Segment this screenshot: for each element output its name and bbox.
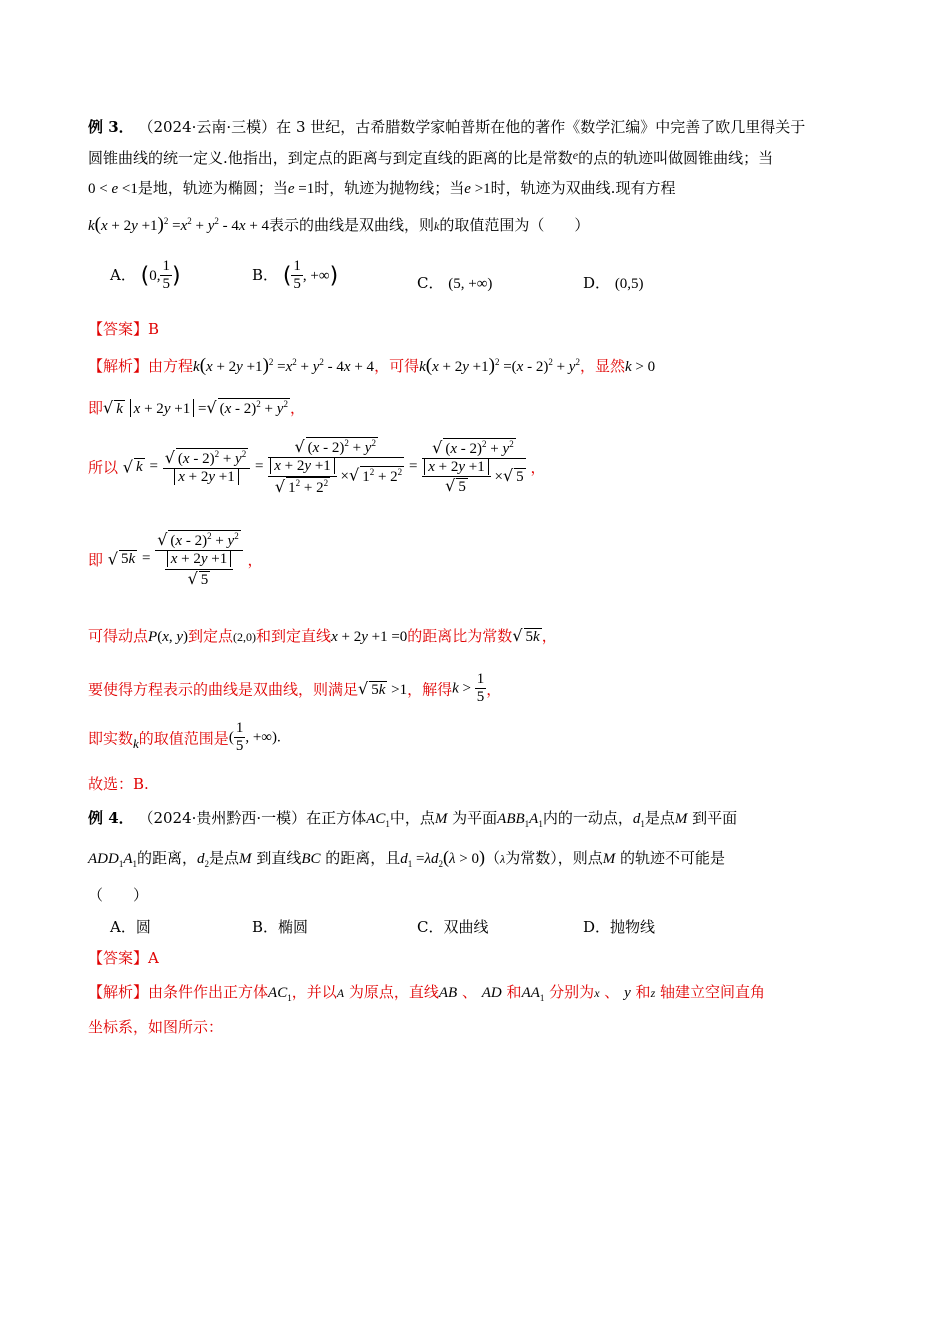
example3-text4b: 的取值范围为（ ） bbox=[439, 216, 590, 234]
solution4-line1: 【解析】由条件作出正方体$AC_1$，并以A 为原点，直线AB 、 AD 和$AA_1$ 分别为x 、 y 和z 轴建立空间直角 bbox=[88, 983, 766, 1003]
example3-text3c: 时，轨迹为双曲线.现有方程 bbox=[490, 179, 676, 197]
example3-text3a: 是地，轨迹为椭圆；当 bbox=[137, 179, 288, 197]
example4-option-d[interactable]: D．抛物线 bbox=[583, 918, 656, 936]
solution4-text1a: 由条件作出正方体 bbox=[148, 983, 269, 1001]
answer3 bbox=[88, 318, 159, 339]
example3-text4a: 表示的曲线是双曲线，则 bbox=[269, 216, 435, 234]
example4-text1e: 是点 bbox=[644, 809, 675, 827]
solution3-text6a: 要使得方程表示的曲线是双曲线，则满足 bbox=[88, 680, 359, 699]
example3-option-b[interactable]: B． ( $\frac{1}{5}$ , +∞) bbox=[252, 258, 339, 293]
example4-line2: $ADD_1A_1$的距离，$d_2$是点M 到直线BC 的距离，且$d_1 =\lambda d_2(\lambda > 0)(\lambda$为常数），则点M 的轨迹不可能是 bbox=[88, 847, 726, 869]
solution3-text5d: 的距离比为常数 bbox=[407, 627, 513, 645]
solution3-line4: 即 √ 5k = $\frac{√ (x - 2)^2 + y^2}{\frac{x + 2y +1}{√ 5}}$ ， bbox=[88, 530, 263, 588]
example3-line2: 圆锥曲线的统一定义.他指出，到定点的距离与到定直线的距离的比是常数$^e$的点的轨迹叫做圆锥曲线；当 bbox=[88, 148, 774, 167]
solution4-text1d: 、 bbox=[461, 983, 477, 1001]
solution4-line2: 坐标系，如图所示： bbox=[88, 1018, 224, 1036]
example4-text2a: 的距离， bbox=[137, 849, 198, 867]
solution4-label: 【解析】 bbox=[88, 983, 149, 1001]
example4-text1d: 内的一动点， bbox=[542, 809, 633, 827]
example4-label: 例 4． bbox=[88, 809, 134, 827]
example3-text2b: 的点的轨迹叫做圆锥曲线；当 bbox=[578, 149, 774, 167]
example4-source: （2024·贵州黔西·一模） bbox=[138, 809, 307, 827]
example3-line4: $k(x + 2y +1)^2 =x^2 + y^2 - 4x + 4$表示的曲线是双曲线，则k的取值范围为（ ） bbox=[88, 214, 590, 235]
answer4-value: A bbox=[148, 949, 159, 967]
solution3-line7: 即实数k的取值范围是( $\frac{1}{5}$ , +∞). bbox=[88, 720, 281, 755]
example4-option-c[interactable]: C．双曲线 bbox=[417, 918, 489, 936]
solution3-line5: 可得动点P(x, y)到定点(2,0)和到定直线x + 2y +1 =0的距离比为常数√ 5k ， bbox=[88, 626, 557, 645]
solution3-line3: 所以 √ k = $\frac{√ (x - 2)^2 + y^2}{x + 2y +1}$ = √ $(x - 2)^2 + y^2$ $\frac{x + 2y +1}{√ 1^2 + 2^2}$ ×√ $1^2 + 2^2$ = √ $(x - 2)^2 + y^2$ $\frac{x + 2y +1}{√ 5}$ ×√ 5 ， bbox=[88, 437, 546, 496]
example4-text2e: （ bbox=[484, 849, 500, 867]
example3-line3: 0 < e <1是地，轨迹为椭圆；当e =1时，轨迹为抛物线；当e >1时，轨迹为双曲线.现有方程 bbox=[88, 179, 676, 197]
example4-text2f: 为常数），则点 bbox=[505, 849, 603, 867]
solution4-text1f: 分别为 bbox=[549, 983, 595, 1001]
solution3-text6b: ，解得 bbox=[407, 680, 453, 699]
option-b-label: B． bbox=[252, 265, 279, 284]
example3-option-c[interactable]: C． (5, +∞) bbox=[417, 274, 493, 292]
solution3-text7b: 的取值范围是 bbox=[138, 729, 229, 748]
solution3-text2: 即 bbox=[88, 399, 104, 417]
solution4-text1e: 和 bbox=[506, 983, 522, 1001]
solution3-line8: 故选：B. bbox=[88, 775, 149, 793]
solution3-text5b: 到定点 bbox=[188, 627, 234, 645]
solution3-text5c: 和到定直线 bbox=[256, 627, 332, 645]
solution3-text1a: 由方程 bbox=[148, 357, 194, 375]
solution3-text1c: ，显然 bbox=[579, 357, 625, 375]
solution3-line6: 要使得方程表示的曲线是双曲线，则满足√ 5k >1，解得k > $\frac{1}{5}$ ， bbox=[88, 671, 502, 706]
example4-text1f: 到平面 bbox=[692, 809, 738, 827]
answer3-label: 【答案】 bbox=[88, 320, 149, 338]
solution4-text1h: 和 bbox=[635, 983, 651, 1001]
answer3-value: B bbox=[148, 320, 160, 338]
example4-line1: 例 4． （2024·贵州黔西·一模）在正方体$AC_1$中，点M 为平面$ABB_1A_1$内的一动点，$d_1$是点M 到平面 bbox=[88, 809, 738, 829]
example3-text3b: 时，轨迹为抛物线；当 bbox=[314, 179, 465, 197]
option-c-label: C． bbox=[417, 274, 444, 292]
solution4-text1c: 为原点，直线 bbox=[348, 983, 439, 1001]
option-a-label: A． bbox=[110, 265, 136, 284]
solution3-line2: 即√ k x + 2y +1 =√ $(x - 2)^2 + y^2$ ， bbox=[88, 398, 305, 417]
solution3-text3: 所以 bbox=[88, 458, 119, 477]
solution3-text5a: 可得动点 bbox=[88, 627, 149, 645]
example4-option-b[interactable]: B．椭圆 bbox=[252, 918, 309, 936]
solution3-line1: 【解析】由方程$k(x + 2y +1)^2 =x^2 + y^2 - 4x + 4$，可得$k(x + 2y +1)^2 =(x - 2)^2 + y^2$，显然k > 0 bbox=[88, 355, 656, 376]
answer4 bbox=[88, 947, 159, 968]
example3-option-d[interactable]: D． (0,5) bbox=[583, 274, 644, 292]
solution4-text1b: ，并以 bbox=[291, 983, 337, 1001]
solution3-label: 【解析】 bbox=[88, 357, 149, 375]
example4-text2b: 是点 bbox=[209, 849, 240, 867]
example4-text1a: 在正方体 bbox=[306, 809, 367, 827]
example4-text2g: 的轨迹不可能是 bbox=[620, 849, 726, 867]
example3-text2a: 圆锥曲线的统一定义.他指出，到定点的距离与到定直线的距离的比是常数 bbox=[88, 149, 573, 167]
solution3-text7a: 即实数 bbox=[88, 729, 134, 748]
example3-label: 例 3． bbox=[88, 118, 134, 136]
example4-text2d: 的距离，且 bbox=[325, 849, 401, 867]
example4-text2c: 到直线 bbox=[256, 849, 302, 867]
solution3-text1b: ，可得 bbox=[374, 357, 420, 375]
solution3-text4: 即 bbox=[88, 550, 104, 569]
solution4-text1g: 、 bbox=[604, 983, 620, 1001]
example3-option-a[interactable]: A． (0, $\frac{1}{5}$ ) bbox=[110, 258, 181, 293]
example4-text1c: 为平面 bbox=[452, 809, 498, 827]
example4-line3: （ ） bbox=[88, 886, 149, 904]
example3-source: （2024·云南·三模） bbox=[138, 118, 277, 136]
example3-text1: 在 3 世纪，古希腊数学家帕普斯在他的著作《数学汇编》中完善了欧几里得关于 bbox=[276, 118, 806, 136]
solution4-text1i: 轴建立空间直角 bbox=[660, 983, 766, 1001]
example4-text1b: 中，点 bbox=[389, 809, 435, 827]
option-d-label: D． bbox=[583, 274, 611, 292]
example3-line1 bbox=[88, 116, 805, 137]
answer4-label: 【答案】 bbox=[88, 949, 149, 967]
example4-option-a[interactable]: A．圆 bbox=[110, 918, 151, 936]
